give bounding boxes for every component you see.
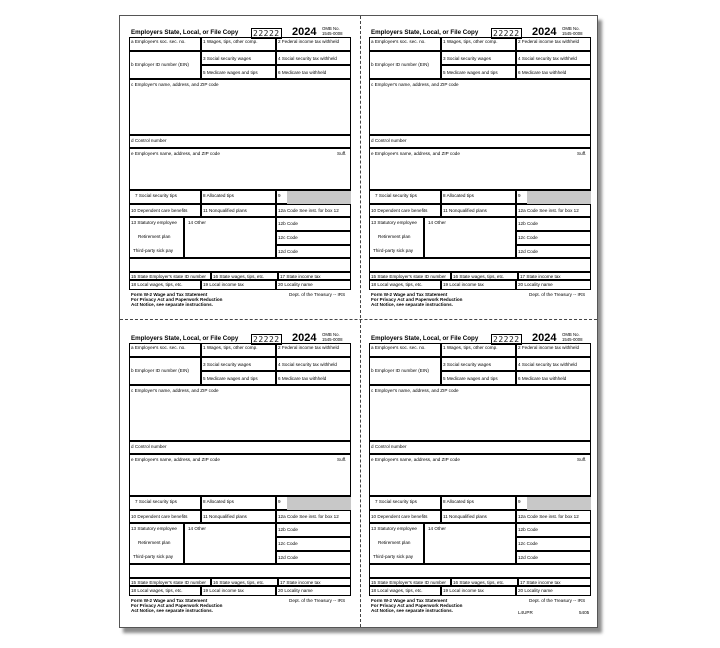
box-12c[interactable] [516, 231, 591, 245]
box-12a-label: 12a Code See inst. for box 12 [518, 514, 579, 519]
box-d-label: d Control number [371, 138, 407, 143]
box-12d-label: 12d Code [518, 249, 538, 254]
box-12b-label: 12b Code [278, 527, 298, 532]
box-a[interactable] [129, 37, 201, 51]
box-10[interactable] [129, 510, 201, 523]
box-b[interactable] [369, 357, 441, 385]
w2-form-copy-4 [369, 332, 591, 619]
blank-row [369, 258, 591, 272]
box-9 [516, 496, 591, 510]
box-15[interactable] [129, 272, 211, 280]
stock-number-label: 5405 [579, 610, 590, 615]
box-b-label: b Employer ID number (EIN) [371, 62, 429, 67]
box-2-label: 2 Federal income tax withheld [278, 39, 340, 44]
box-a-label: a Employee's soc. sec. no. [371, 39, 426, 44]
box-5-label: 5 Medicare wages and tips [443, 376, 498, 381]
box-16[interactable] [451, 578, 518, 586]
footer-privacy-line: For Privacy Act and Paperwork Reduction [131, 603, 223, 608]
box-7-label: 7 Social security tips [375, 499, 417, 504]
box-14[interactable] [424, 217, 516, 258]
box-4[interactable] [276, 51, 351, 65]
box-9-shading [287, 497, 351, 510]
box-e-label: e Employee's name, address, and ZIP code [131, 457, 220, 462]
w2-form-copy-3 [129, 332, 351, 619]
w2-form-copy-1 [129, 26, 351, 313]
box-8[interactable] [441, 190, 516, 204]
box-13-retirement-label: Retirement plan [138, 234, 171, 239]
box-a-label: a Employee's soc. sec. no. [371, 345, 426, 350]
dept-treasury-label: Dept. of the Treasury -- IRS [529, 598, 586, 603]
box-12d-label: 12d Code [278, 249, 298, 254]
box-20-label: 20 Locality name [278, 282, 313, 287]
box-7[interactable] [369, 496, 441, 510]
box-5-label: 5 Medicare wages and tips [203, 376, 258, 381]
box-5[interactable] [441, 371, 516, 385]
box-7[interactable] [129, 190, 201, 204]
box-7[interactable] [129, 496, 201, 510]
box-5[interactable] [201, 371, 276, 385]
box-16[interactable] [211, 272, 278, 280]
box-17[interactable] [278, 578, 351, 586]
box-12d[interactable] [516, 245, 591, 258]
box-13-statutory-label: 13 Statutory employee [371, 220, 417, 225]
box-d[interactable] [129, 135, 351, 148]
box-17[interactable] [518, 578, 591, 586]
box-4-label: 4 Social security tax withheld [518, 56, 577, 61]
form-code: 22222 [493, 335, 520, 344]
box-11[interactable] [201, 204, 276, 217]
box-6[interactable] [516, 371, 591, 385]
form-code: 22222 [253, 335, 280, 344]
box-20-label: 20 Locality name [518, 588, 553, 593]
omb-line1: OMB No. [322, 26, 340, 31]
box-c-label: c Employer's name, address, and ZIP code [371, 388, 459, 393]
box-12a-label: 12a Code See inst. for box 12 [278, 208, 339, 213]
box-4-label: 4 Social security tax withheld [278, 362, 337, 367]
box-1-label: 1 Wages, tips, other comp. [203, 39, 258, 44]
box-20-label: 20 Locality name [518, 282, 553, 287]
box-17[interactable] [278, 272, 351, 280]
box-19-label: 19 Local income tax [203, 282, 244, 287]
box-e-label: e Employee's name, address, and ZIP code [131, 151, 220, 156]
box-b-label: b Employer ID number (EIN) [131, 368, 189, 373]
box-4-label: 4 Social security tax withheld [278, 56, 337, 61]
box-2[interactable] [276, 343, 351, 357]
box-20[interactable] [276, 280, 351, 290]
box-15[interactable] [369, 272, 451, 280]
box-6-label: 6 Medicare tax withheld [278, 70, 327, 75]
box-d-label: d Control number [371, 444, 407, 449]
box-2-label: 2 Federal income tax withheld [518, 345, 580, 350]
box-14[interactable] [184, 217, 276, 258]
box-15-label: 15 State Employer's state ID number [371, 580, 446, 585]
box-12d[interactable] [516, 551, 591, 564]
box-16-label: 16 State wages, tips, etc. [213, 580, 265, 585]
box-6-label: 6 Medicare tax withheld [278, 376, 327, 381]
box-13-retirement-label: Retirement plan [138, 540, 171, 545]
box-d[interactable] [369, 135, 591, 148]
omb-number [322, 27, 343, 37]
box-1-label: 1 Wages, tips, other comp. [203, 345, 258, 350]
box-d[interactable] [369, 441, 591, 454]
box-e[interactable] [369, 148, 591, 190]
box-16[interactable] [211, 578, 278, 586]
box-9-label: 9 [278, 193, 281, 198]
box-9-shading [527, 497, 591, 510]
box-11-label: 11 Nonqualified plans [203, 208, 247, 213]
box-12c-label: 12c Code [518, 235, 538, 240]
box-12a-label: 12a Code See inst. for box 12 [518, 208, 579, 213]
box-15-label: 15 State Employer's state ID number [131, 580, 206, 585]
box-9-shading [287, 191, 351, 204]
w2-sheet [119, 15, 598, 628]
blank-row [369, 564, 591, 578]
box-2[interactable] [516, 37, 591, 51]
box-9-label: 9 [518, 499, 521, 504]
box-17-label: 17 State income tax [280, 580, 321, 585]
box-12c[interactable] [276, 537, 351, 551]
box-20[interactable] [516, 280, 591, 290]
box-4[interactable] [516, 51, 591, 65]
box-3-label: 3 Social security wages [443, 56, 492, 61]
box-19-label: 19 Local income tax [443, 282, 484, 287]
form-year: 2024 [532, 26, 557, 38]
omb-number [562, 333, 583, 343]
box-3[interactable] [441, 51, 516, 65]
form-year: 2024 [532, 332, 557, 344]
box-18[interactable] [129, 280, 201, 290]
box-9-label: 9 [518, 193, 521, 198]
box-12a-label: 12a Code See inst. for box 12 [278, 514, 339, 519]
box-7-label: 7 Social security tips [375, 193, 417, 198]
box-8-label: 8 Allocated tips [203, 193, 234, 198]
box-17-label: 17 State income tax [520, 580, 561, 585]
box-e[interactable] [129, 454, 351, 496]
box-7[interactable] [369, 190, 441, 204]
box-d-label: d Control number [131, 444, 167, 449]
box-a[interactable] [369, 37, 441, 51]
footer-notice-line: Act Notice, see separate instructions. [371, 302, 453, 307]
box-2[interactable] [516, 343, 591, 357]
box-15-label: 15 State Employer's state ID number [131, 274, 206, 279]
box-12d-label: 12d Code [278, 555, 298, 560]
box-18[interactable] [369, 280, 441, 290]
box-b[interactable] [369, 51, 441, 79]
box-16[interactable] [451, 272, 518, 280]
box-a-label: a Employee's soc. sec. no. [131, 345, 186, 350]
box-a-label: a Employee's soc. sec. no. [131, 39, 186, 44]
omb-line2: 1545-0008 [322, 336, 343, 342]
box-11[interactable] [441, 510, 516, 523]
box-13-thirdparty-label: Third-party sick pay [133, 554, 174, 559]
box-e[interactable] [129, 148, 351, 190]
box-8[interactable] [441, 496, 516, 510]
box-b[interactable] [129, 357, 201, 385]
dept-treasury-label: Dept. of the Treasury -- IRS [289, 598, 346, 603]
box-6-label: 6 Medicare tax withheld [518, 70, 567, 75]
box-6-label: 6 Medicare tax withheld [518, 376, 567, 381]
box-12b-label: 12b Code [278, 221, 298, 226]
box-13-thirdparty-label: Third-party sick pay [133, 248, 174, 253]
box-1[interactable] [441, 37, 516, 51]
box-19[interactable] [201, 586, 276, 596]
stock-id-label: L4UPR [518, 610, 533, 615]
box-12c-label: 12c Code [518, 541, 538, 546]
box-13-statutory-label: 13 Statutory employee [371, 526, 417, 531]
box-10-label: 10 Dependent care benefits [131, 208, 188, 213]
box-11-label: 11 Nonqualified plans [203, 514, 247, 519]
box-12c[interactable] [276, 231, 351, 245]
box-18[interactable] [369, 586, 441, 596]
box-12b[interactable] [276, 217, 351, 231]
box-3[interactable] [441, 357, 516, 371]
footer-form-name: Form W-2 Wage and Tax Statement [371, 598, 448, 603]
box-2-label: 2 Federal income tax withheld [518, 39, 580, 44]
box-8-label: 8 Allocated tips [203, 499, 234, 504]
suffix-label: Suff. [577, 457, 587, 462]
box-12b[interactable] [276, 523, 351, 537]
box-12c-label: 12c Code [278, 235, 298, 240]
box-c[interactable] [129, 385, 351, 441]
box-20[interactable] [516, 586, 591, 596]
box-20[interactable] [276, 586, 351, 596]
box-12d-label: 12d Code [518, 555, 538, 560]
box-13-thirdparty-label: Third-party sick pay [373, 248, 414, 253]
horizontal-perforation [120, 319, 597, 320]
box-5-label: 5 Medicare wages and tips [443, 70, 498, 75]
form-title: Employers State, Local, or File Copy [131, 335, 239, 342]
box-e[interactable] [369, 454, 591, 496]
box-d-label: d Control number [131, 138, 167, 143]
omb-line2: 1545-0008 [322, 30, 343, 36]
footer-notice-line: Act Notice, see separate instructions. [371, 608, 453, 613]
box-18[interactable] [129, 586, 201, 596]
box-19[interactable] [441, 280, 516, 290]
box-8[interactable] [201, 190, 276, 204]
box-10[interactable] [129, 204, 201, 217]
omb-number [322, 333, 343, 343]
box-14-label: 14 Other [428, 526, 446, 531]
box-16-label: 16 State wages, tips, etc. [453, 580, 505, 585]
box-2[interactable] [276, 37, 351, 51]
dept-treasury-label: Dept. of the Treasury -- IRS [289, 292, 346, 297]
box-16-label: 16 State wages, tips, etc. [213, 274, 265, 279]
box-17-label: 17 State income tax [520, 274, 561, 279]
box-12b-label: 12b Code [518, 527, 538, 532]
footer-form-name: Form W-2 Wage and Tax Statement [131, 598, 208, 603]
box-12d[interactable] [276, 245, 351, 258]
omb-line2: 1545-0008 [562, 30, 583, 36]
box-9 [516, 190, 591, 204]
box-13-statutory-label: 13 Statutory employee [131, 220, 177, 225]
box-19-label: 19 Local income tax [443, 588, 484, 593]
footer-form-name: Form W-2 Wage and Tax Statement [131, 292, 208, 297]
form-code: 22222 [493, 29, 520, 38]
box-12a[interactable] [516, 510, 591, 523]
box-8-label: 8 Allocated tips [443, 193, 474, 198]
box-3[interactable] [201, 357, 276, 371]
box-9 [276, 496, 351, 510]
omb-line1: OMB No. [322, 332, 340, 337]
box-13 [369, 523, 424, 564]
box-12c-label: 12c Code [278, 541, 298, 546]
form-title: Employers State, Local, or File Copy [371, 335, 479, 342]
box-1-label: 1 Wages, tips, other comp. [443, 345, 498, 350]
box-16-label: 16 State wages, tips, etc. [453, 274, 505, 279]
form-title: Employers State, Local, or File Copy [131, 29, 239, 36]
box-d[interactable] [129, 441, 351, 454]
footer-notice-line: Act Notice, see separate instructions. [131, 302, 213, 307]
box-b-label: b Employer ID number (EIN) [371, 368, 429, 373]
suffix-label: Suff. [337, 151, 347, 156]
footer-privacy-line: For Privacy Act and Paperwork Reduction [131, 297, 223, 302]
form-year: 2024 [292, 26, 317, 38]
box-13-retirement-label: Retirement plan [378, 234, 411, 239]
box-13 [129, 523, 184, 564]
box-c[interactable] [369, 385, 591, 441]
box-19-label: 19 Local income tax [203, 588, 244, 593]
box-12c[interactable] [516, 537, 591, 551]
box-11-label: 11 Nonqualified plans [443, 514, 487, 519]
box-3-label: 3 Social security wages [203, 362, 252, 367]
box-5[interactable] [201, 65, 276, 79]
omb-number [562, 27, 583, 37]
box-b-label: b Employer ID number (EIN) [131, 62, 189, 67]
box-10-label: 10 Dependent care benefits [131, 514, 188, 519]
box-2-label: 2 Federal income tax withheld [278, 345, 340, 350]
box-14-label: 14 Other [188, 220, 206, 225]
box-11[interactable] [201, 510, 276, 523]
box-10[interactable] [369, 204, 441, 217]
box-15[interactable] [129, 578, 211, 586]
form-code: 22222 [253, 29, 280, 38]
box-1[interactable] [441, 343, 516, 357]
box-17-label: 17 State income tax [280, 274, 321, 279]
blank-row [129, 564, 351, 578]
blank-row [129, 258, 351, 272]
box-9-label: 9 [278, 499, 281, 504]
box-11-label: 11 Nonqualified plans [443, 208, 487, 213]
box-10[interactable] [369, 510, 441, 523]
box-c-label: c Employer's name, address, and ZIP code [371, 82, 459, 87]
box-12d[interactable] [276, 551, 351, 564]
box-6[interactable] [516, 65, 591, 79]
box-a[interactable] [129, 343, 201, 357]
box-14-label: 14 Other [428, 220, 446, 225]
box-3-label: 3 Social security wages [203, 56, 252, 61]
box-19[interactable] [201, 280, 276, 290]
box-13-statutory-label: 13 Statutory employee [131, 526, 177, 531]
box-1[interactable] [201, 37, 276, 51]
w2-form-copy-2 [369, 26, 591, 313]
box-14-label: 14 Other [188, 526, 206, 531]
box-10-label: 10 Dependent care benefits [371, 514, 428, 519]
box-13 [129, 217, 184, 258]
box-4-label: 4 Social security tax withheld [518, 362, 577, 367]
box-b[interactable] [129, 51, 201, 79]
box-3[interactable] [201, 51, 276, 65]
vertical-perforation [360, 16, 361, 627]
box-9 [276, 190, 351, 204]
box-12b[interactable] [516, 217, 591, 231]
box-12b-label: 12b Code [518, 221, 538, 226]
box-6[interactable] [276, 65, 351, 79]
box-c[interactable] [369, 79, 591, 135]
box-5[interactable] [441, 65, 516, 79]
box-13-retirement-label: Retirement plan [378, 540, 411, 545]
box-12a[interactable] [276, 204, 351, 217]
box-4[interactable] [276, 357, 351, 371]
box-8[interactable] [201, 496, 276, 510]
box-1-label: 1 Wages, tips, other comp. [443, 39, 498, 44]
box-c[interactable] [129, 79, 351, 135]
box-18-label: 18 Local wages, tips, etc. [371, 282, 423, 287]
box-15[interactable] [369, 578, 451, 586]
box-19[interactable] [441, 586, 516, 596]
suffix-label: Suff. [577, 151, 587, 156]
box-18-label: 18 Local wages, tips, etc. [131, 588, 183, 593]
box-13-thirdparty-label: Third-party sick pay [373, 554, 414, 559]
box-c-label: c Employer's name, address, and ZIP code [131, 82, 219, 87]
box-3-label: 3 Social security wages [443, 362, 492, 367]
box-12b[interactable] [516, 523, 591, 537]
box-13 [369, 217, 424, 258]
box-a[interactable] [369, 343, 441, 357]
omb-line2: 1545-0008 [562, 336, 583, 342]
footer-form-name: Form W-2 Wage and Tax Statement [371, 292, 448, 297]
box-7-label: 7 Social security tips [135, 193, 177, 198]
box-12a[interactable] [516, 204, 591, 217]
footer-privacy-line: For Privacy Act and Paperwork Reduction [371, 297, 463, 302]
box-15-label: 15 State Employer's state ID number [371, 274, 446, 279]
box-7-label: 7 Social security tips [135, 499, 177, 504]
box-18-label: 18 Local wages, tips, etc. [131, 282, 183, 287]
dept-treasury-label: Dept. of the Treasury -- IRS [529, 292, 586, 297]
box-1[interactable] [201, 343, 276, 357]
footer-notice-line: Act Notice, see separate instructions. [131, 608, 213, 613]
box-11[interactable] [441, 204, 516, 217]
box-c-label: c Employer's name, address, and ZIP code [131, 388, 219, 393]
box-14[interactable] [184, 523, 276, 564]
box-18-label: 18 Local wages, tips, etc. [371, 588, 423, 593]
box-e-label: e Employee's name, address, and ZIP code [371, 151, 460, 156]
box-8-label: 8 Allocated tips [443, 499, 474, 504]
box-12a[interactable] [276, 510, 351, 523]
box-6[interactable] [276, 371, 351, 385]
footer-privacy-line: For Privacy Act and Paperwork Reduction [371, 603, 463, 608]
form-year: 2024 [292, 332, 317, 344]
omb-line1: OMB No. [562, 26, 580, 31]
form-title: Employers State, Local, or File Copy [371, 29, 479, 36]
box-9-shading [527, 191, 591, 204]
box-20-label: 20 Locality name [278, 588, 313, 593]
omb-line1: OMB No. [562, 332, 580, 337]
suffix-label: Suff. [337, 457, 347, 462]
box-5-label: 5 Medicare wages and tips [203, 70, 258, 75]
box-10-label: 10 Dependent care benefits [371, 208, 428, 213]
box-4[interactable] [516, 357, 591, 371]
box-17[interactable] [518, 272, 591, 280]
box-e-label: e Employee's name, address, and ZIP code [371, 457, 460, 462]
box-14[interactable] [424, 523, 516, 564]
